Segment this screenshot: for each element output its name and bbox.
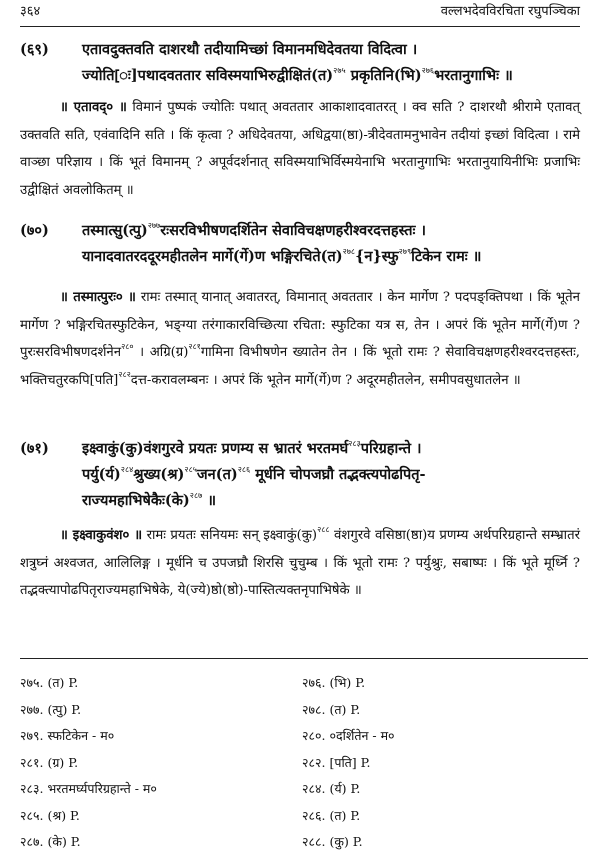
footnote-marker: २८४ [120, 465, 134, 474]
footnote-marker: २७८ [342, 247, 356, 256]
commentary-text: विमानं पुष्पकं ज्योतिः पथात् अवततार आकाशादवातरत् । क्व सति ? दाशरथौ श्रीरामे एतावत् उक्तवति सति, एवंवादिनि सति । किं कृत्वा ? अधिदेवतया, अधिद्वया(ष्ठा)-त्रीदेवतामनुभावेन तदीयां इच्छां विदित्वा । रामे वाञ्छा परिज्ञाय । किं भूतं विमानम् ? अपूर्वदर्शनात् सविस्मयाभिर्विस्मयेनाभि भरतानुगाभिः भरतानुयायिनीभिः प्रजाभिः उद्वीक्षितं अवलोकितम् ॥ [20, 100, 580, 198]
footnote-marker: २८६ [237, 465, 251, 474]
footnote-divider [20, 658, 588, 659]
footnote-marker: २८३ [348, 439, 361, 448]
commentary-71 [20, 522, 580, 605]
verse-line: ज्योति[ः]पथादवततार सविस्मयाभिरुद्वीक्षितं(त)$^{२७५}$ प्रकृतिनि(भि)$^{२७६}$भरतानुगाभिः ॥ [82, 66, 513, 84]
page-header [20, 0, 580, 27]
footnote-marker: २८२ [118, 369, 131, 379]
verse-line: राज्यमहाभिषेकैः(के)$^{२८७}$ ॥ [82, 491, 216, 509]
footnote: २८२. [पति] P. [302, 754, 371, 770]
commentary-70 [20, 284, 580, 394]
footnote-marker: २७७ [147, 221, 161, 230]
verse-line: एतावदुक्तवति दाशरथौ तदीयामिच्छां विमानमधिदेवतया विदित्वा । [82, 41, 418, 58]
commentary-text: रामः प्रयतः सनियमः सन् इक्ष्वाकुं(कु)$^{२८८}$ वंशगुरवे वसिष्ठा(ष्ठा)य प्रणम्य अर्थपरिग्रहान्ते सम्भ्रातरं शत्रुघ्नं अश्वजत, आलिलिङ्ग । मूर्धनि च उपजघ्रौ शिरसि चुचुम्ब । किं भूतो रामः ? पर्युश्रुः, सबाष्पः । किं भूते मूर्ध्नि ? तद्भक्त्यापोढपितृराज्यमहाभिषेके, ये(ज्ये)ष्ठो(ष्ठो)-पास्तित्यक्तनृपाभिषेके ॥ [20, 525, 580, 598]
verse-71 [20, 436, 590, 514]
footnote-marker: २७५ [333, 66, 346, 75]
footnote: २७९. स्फटिकेन - म० [20, 728, 115, 743]
commentary-69 [20, 94, 580, 204]
footnote: २८४. (र्य) P. [302, 781, 361, 796]
verse-number: (७१) [20, 440, 49, 457]
footnote: २७७. (त्पु) P. [20, 701, 82, 717]
footnote-marker: २८१ [188, 342, 201, 351]
footnote-marker: २८७ [189, 491, 203, 500]
commentary-text: रामः तस्मात् यानात् अवातरत्, विमानात् अवततार । केन मार्गेण ? पदपङ्क्तिपथा । किं भूतेन मार्गेण ? भङ्गिरचितस्फुटिकेन, भङ्ग्या तरंगाकारविच्छित्या रचिता: स्फुटिका यत्र स, तेन । अपरं किं भूतेन मार्गे(र्गे)ण ? पुरःसरविभीषणदर्शनेन$^{२८०}$ । अग्रि(ग्र)$^{२८१}$गामिना विभीषणेन ख्यातेन तेन । किं भूतो रामः ? सेवाविचक्षणहरीश्वरदत्तहस्तः, भक्तिचतुरकपि[पति]$^{२८२}$दत्त-करावलम्बनः । अपरं किं भूतेन मार्गे(र्गे)ण ? अदूरमहीतलेन, समीपवसुधातलेन ॥ [20, 290, 580, 388]
verse-line: पर्यु(र्य)$^{२८४}$श्रुख्य(श्र)$^{२८५}$जन(त)$^{२८६}$ मूर्धनि चोपजघ्रौ तद्भक्त्यपोढपितृ- [82, 465, 426, 483]
verse-line: यानादवातरददूरमहीतलेन मार्गे(र्गे)ण भङ्गिरचिते(त)$^{२७८}${न}स्फु$^{२७९}$टिकेन रामः ॥ [82, 247, 482, 265]
page-number: ३६४ [20, 4, 41, 19]
verse-line: तस्मात्सु(त्पु)$^{२७७}$रःसरविभीषणदर्शितेन सेवाविचक्षणहरीश्वरदत्तहस्तः । [82, 221, 426, 239]
footnote-marker: २८५ [184, 465, 197, 474]
footnote: २७५. (त) P. [20, 675, 79, 690]
verse-70 [20, 218, 590, 270]
footnote: २८६. (त) P. [302, 807, 361, 823]
footnote: २७६. (भि) P. [302, 675, 366, 690]
verse-number: (७०) [20, 222, 49, 239]
footnote-marker: २८८ [317, 525, 330, 534]
footnotes [20, 670, 580, 856]
footnote-marker: २७६ [421, 66, 435, 75]
footnote: २८३. भरतमर्घ्यपरिग्रहान्ते - म० [20, 781, 157, 796]
running-head: वल्लभदेवविरचिता रघुपञ्चिका [440, 4, 580, 19]
footnote: २८८. (कु) P. [302, 834, 363, 849]
footnote: २८०. ०दर्शितेन - म० [302, 728, 395, 743]
footnote: २७८. (त) P. [302, 701, 361, 717]
commentary-lemma: ॥ एतावद्० ॥ [60, 100, 127, 115]
footnote: २८५. (श्र) P. [20, 807, 80, 823]
footnote-marker: २७९ [398, 247, 412, 256]
verse-line: इक्ष्वाकुं(कु)वंशगुरवे प्रयतः प्रणम्य स भ्रातरं भरतमर्घ$^{२८३}$परिग्रहान्ते । [82, 439, 422, 457]
footnote-marker: २८० [121, 342, 134, 351]
commentary-lemma: ॥ तस्मात्पुरः० ॥ [60, 290, 136, 305]
verse-69 [20, 37, 590, 89]
footnote: २८१. (ग्र) P. [20, 754, 79, 770]
verse-number: (६९) [20, 41, 49, 58]
commentary-lemma: ॥ इक्ष्वाकुवंश० ॥ [60, 528, 143, 543]
footnote: २८७. (के) P. [20, 834, 81, 849]
